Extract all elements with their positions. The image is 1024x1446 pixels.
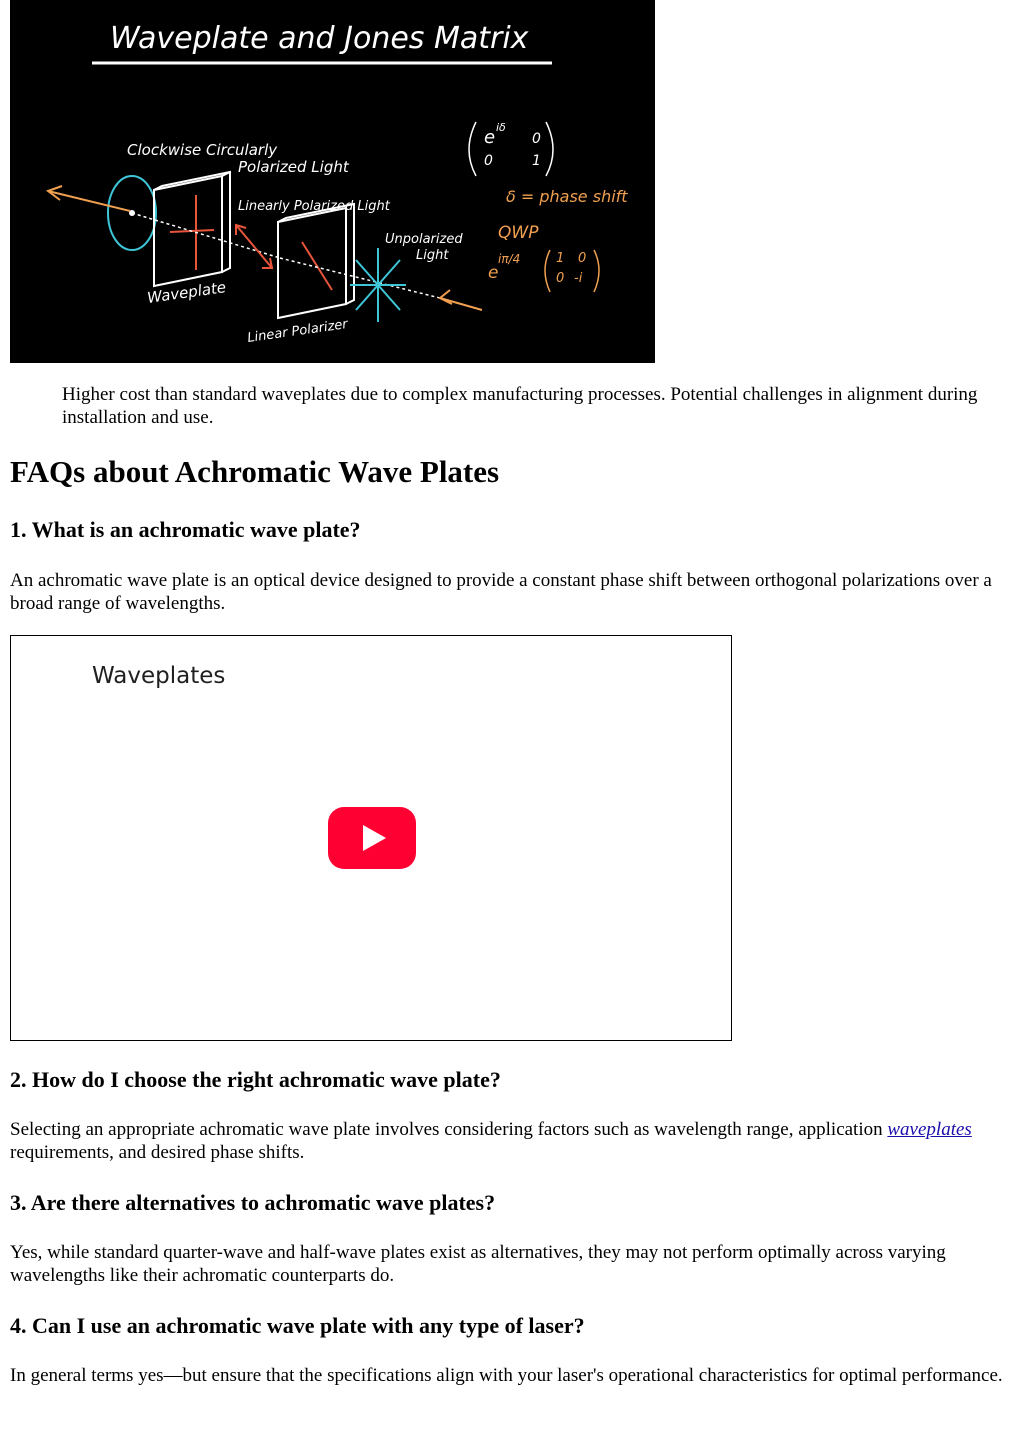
qwp-label: QWP [498, 223, 539, 243]
embed-title: Waveplates [92, 663, 226, 689]
matrix-top-right: 0 [532, 131, 541, 147]
label-circular: Clockwise Circularly [127, 141, 278, 159]
faq-question-4: 4. Can I use an achromatic wave plate with any type of laser? [10, 1313, 585, 1338]
label-linear-polarizer: Linear Polarizer [246, 317, 349, 346]
faq-heading: FAQs about Achromatic Wave Plates [10, 454, 500, 489]
label-waveplate: Waveplate [146, 278, 228, 307]
faq-question-1: 1. What is an achromatic wave plate? [10, 517, 361, 542]
faq-answer-3: Yes, while standard quarter-wave and half-wave plates exist as alternatives, they may not perform optimally across varying wavelengths like their achromatic counterparts do. [10, 1242, 946, 1286]
faq-answer-1: An achromatic wave plate is an optical device designed to provide a constant phase shift between orthogonal polarizations over a broad range of wavelengths. [10, 570, 992, 614]
linear-polarizer-shape [278, 204, 354, 318]
waveplate-shape [154, 172, 230, 286]
video-embed[interactable] [10, 635, 732, 1041]
play-icon [328, 807, 416, 869]
qwp-exp-sup: iπ/4 [498, 252, 521, 266]
qwp-m11: 1 [556, 251, 565, 266]
faq-answer-2-before: Selecting an appropriate achromatic wave plate involves considering factors such as wavelength range, application [10, 1119, 888, 1140]
faq-question-2: 2. How do I choose the right achromatic wave plate? [10, 1067, 501, 1092]
qwp-exp-base: e [488, 263, 499, 283]
label-polarized-light: Polarized Light [238, 158, 349, 176]
waveplates-link[interactable]: waveplates [887, 1119, 972, 1140]
matrix-delta-sup: iδ [496, 121, 506, 134]
faq-answer-2 [10, 1118, 1010, 1164]
qwp-m22: -i [574, 271, 583, 286]
matrix-bottom-right: 1 [532, 153, 541, 169]
intro-paragraph: Higher cost than standard waveplates due to complex manufacturing processes. Potential challenges in alignment during installation and use. [62, 384, 978, 428]
matrix-bottom-left: 0 [484, 153, 493, 169]
faq-answer-2-after: requirements, and desired phase shifts. [10, 1142, 305, 1163]
label-linear-pol-light: Linearly Polarized Light [238, 199, 390, 214]
label-light: Light [416, 248, 449, 263]
faq-answer-4: In general terms yes—but ensure that the specifications align with your laser's operational characteristics for optimal performance. [10, 1365, 1003, 1386]
qwp-m12: 0 [578, 251, 587, 266]
unpolarized-star [350, 248, 406, 322]
play-button[interactable] [328, 807, 416, 869]
waveplate-diagram [10, 0, 655, 363]
faq-question-3: 3. Are there alternatives to achromatic wave plates? [10, 1190, 496, 1215]
qwp-m21: 0 [556, 271, 565, 286]
video-thumbnail[interactable] [10, 0, 655, 363]
matrix-top-left: e [484, 127, 496, 148]
phase-shift-label: δ = phase shift [506, 187, 628, 206]
thumbnail-title: Waveplate and Jones Matrix [110, 21, 529, 56]
label-unpolarized: Unpolarized [385, 232, 463, 247]
